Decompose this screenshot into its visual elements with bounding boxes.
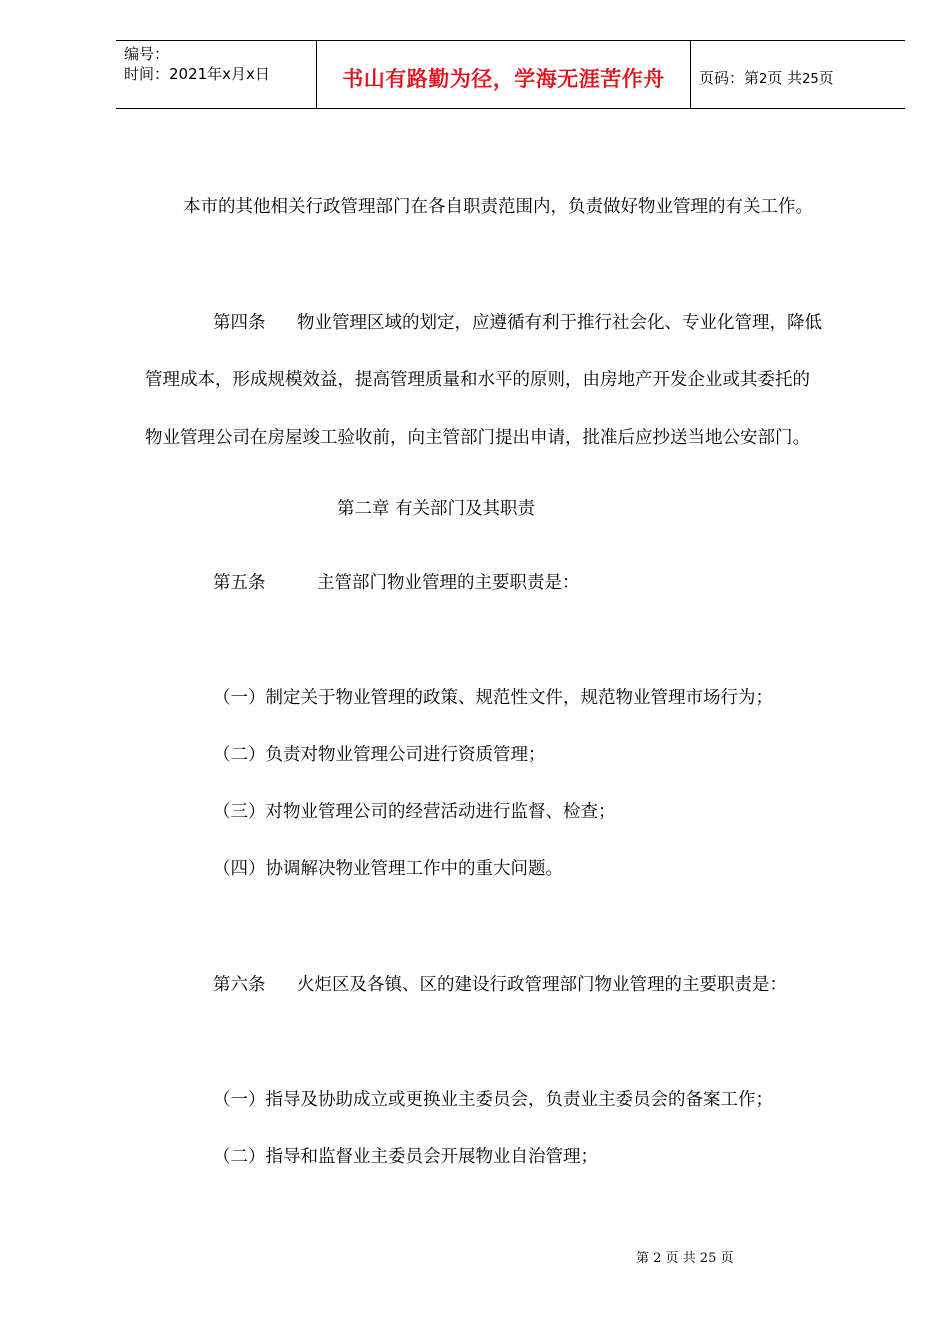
article-5-item-1: （一）制定关于物业管理的政策、规范性文件，规范物业管理市场行为； <box>213 688 773 708</box>
header-meta-cell <box>116 41 316 108</box>
page-current: 2 <box>759 72 768 87</box>
article-4-line-3: 物业管理公司在房屋竣工验收前，向主管部门提出申请，批准后应抄送当地公安部门。 <box>145 428 810 448</box>
article-6-heading: 第六条 <box>213 975 266 995</box>
header-page-info <box>699 67 834 88</box>
article-5-item-3: （三）对物业管理公司的经营活动进行监督、检查； <box>213 802 616 822</box>
page-suffix: 页 <box>818 69 834 87</box>
document-time-label: 时间：2021年x月x日 <box>124 65 270 83</box>
page-footer: 第 2 页 共 25 页 <box>636 1251 734 1266</box>
header-page-cell <box>691 41 905 108</box>
article-5-item-4: （四）协调解决物业管理工作中的重大问题。 <box>213 859 563 879</box>
paragraph-1: 本市的其他相关行政管理部门在各自职责范围内，负责做好物业管理的有关工作。 <box>183 197 813 217</box>
article-6-text: 火炬区及各镇、区的建设行政管理部门物业管理的主要职责是： <box>297 975 787 995</box>
document-number-label: 编号： <box>124 45 170 63</box>
chapter-2-title: 第二章 有关部门及其职责 <box>337 499 536 519</box>
header-motto-cell <box>316 41 691 108</box>
article-5-heading: 第五条 <box>213 573 266 593</box>
document-header <box>116 40 905 109</box>
article-6-item-1: （一）指导及协助成立或更换业主委员会，负责业主委员会的备案工作； <box>213 1090 773 1110</box>
article-5-text: 主管部门物业管理的主要职责是： <box>317 573 580 593</box>
article-4-line-1: 物业管理区域的划定，应遵循有利于推行社会化、专业化管理，降低 <box>297 313 822 333</box>
page-mid: 页 共 <box>767 69 803 87</box>
article-4-line-2: 管理成本，形成规模效益，提高管理质量和水平的原则，由房地产开发企业或其委托的 <box>145 370 810 390</box>
article-6-item-2: （二）指导和监督业主委员会开展物业自治管理； <box>213 1147 598 1167</box>
article-4-heading: 第四条 <box>213 313 266 333</box>
page-prefix: 页码：第 <box>699 69 760 87</box>
article-5-item-2: （二）负责对物业管理公司进行资质管理； <box>213 745 546 765</box>
header-motto: 书山有路勤为径，学海无涯苦作舟 <box>342 67 665 91</box>
page-total: 25 <box>802 72 819 87</box>
